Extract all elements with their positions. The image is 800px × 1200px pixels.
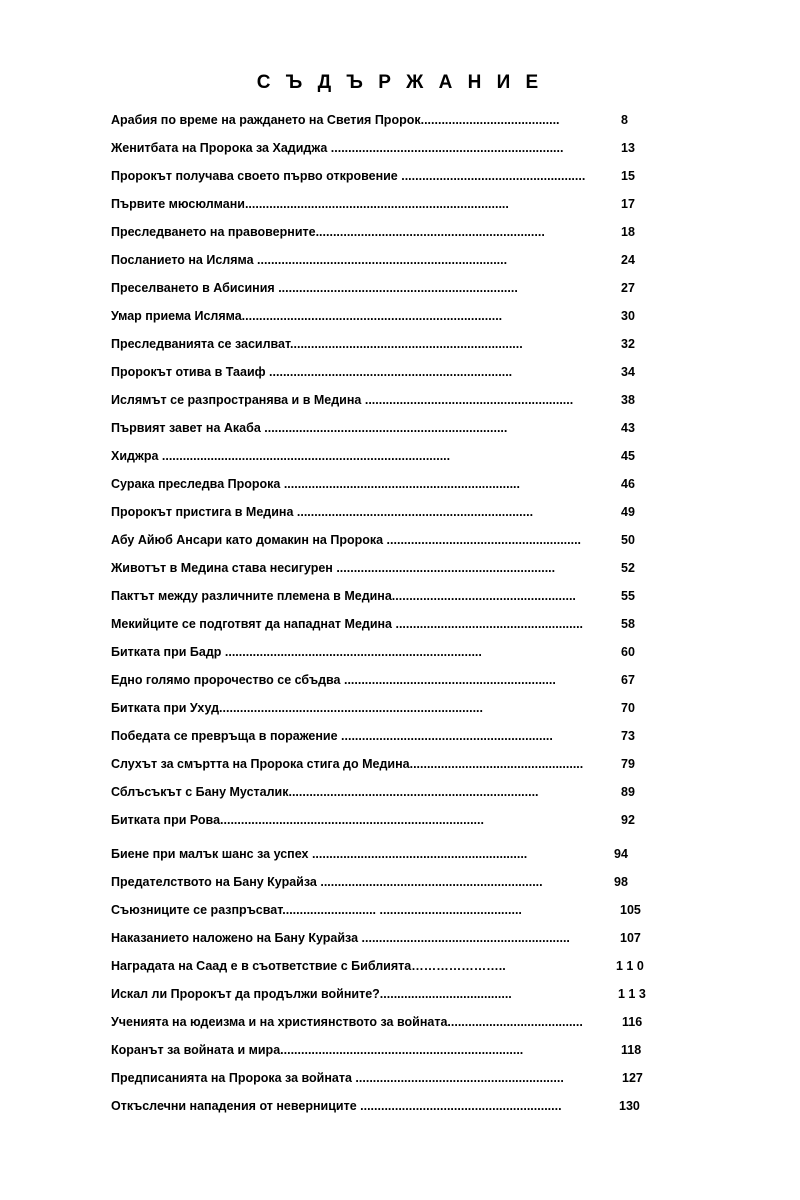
toc-leader-dots: …………………..: [411, 959, 506, 973]
toc-page-number: 118: [621, 1043, 642, 1057]
toc-entry: [111, 474, 520, 494]
toc-entry: [111, 1040, 523, 1060]
toc-leader-dots: ......................................................................: [260, 421, 508, 435]
toc-leader-dots: ...................................................................: [290, 337, 523, 351]
toc-entry: [111, 1068, 564, 1088]
toc-leader-dots: ..................................................................: [315, 225, 545, 239]
toc-page-number: 127: [622, 1071, 643, 1085]
toc-entry-title: Пактът между различните племена в Медина.: [111, 589, 396, 603]
toc-entry: [111, 810, 484, 830]
toc-entry-title: Наградата на Саад е в съответствие с Библията: [111, 959, 412, 973]
toc-entry-title: Ислямът се разпространява и в Медина: [111, 393, 362, 407]
toc-entry-title: Животът в Медина става несигурен: [111, 561, 333, 575]
toc-leader-dots: ........................... .........................................: [282, 903, 522, 917]
toc-entry-title: Умар приема Исляма: [111, 309, 242, 323]
toc-entry: [111, 956, 506, 976]
toc-page-number: 98: [614, 875, 628, 889]
toc-page-number: 58: [621, 617, 635, 631]
toc-page-number: 50: [621, 533, 635, 547]
toc-leader-dots: ...............................................................: [332, 561, 556, 575]
toc-leader-dots: ...........................................................................: [241, 309, 503, 323]
toc-page-number: 38: [621, 393, 635, 407]
toc-entry: [111, 222, 545, 242]
toc-leader-dots: ............................................................: [351, 1071, 564, 1085]
toc-entry: [111, 872, 543, 892]
toc-entry-title: Биене при малък шанс за успех: [111, 847, 309, 861]
toc-leader-dots: ...................................................................: [327, 141, 564, 155]
toc-entry-title: Арабия по време на раждането на Светия Пророк: [111, 113, 421, 127]
toc-leader-dots: .....................................................: [397, 169, 586, 183]
toc-page-number: 8: [621, 113, 628, 127]
toc-leader-dots: ........................................: [420, 113, 560, 127]
toc-leader-dots: ........................................................................: [253, 253, 508, 267]
toc-page-number: 17: [621, 197, 635, 211]
toc-entry-title: Абу Айюб Ансари като домакин на Пророка: [111, 533, 384, 547]
toc-leader-dots: ........................................................: [383, 533, 582, 547]
toc-entry-title: Посланието на Исляма: [111, 253, 254, 267]
toc-entry: [111, 782, 539, 802]
toc-entry: [111, 726, 553, 746]
toc-page-number: 34: [621, 365, 635, 379]
toc-entry-title: Съюзниците се разпръсват: [111, 903, 283, 917]
toc-entry-title: Преследванията се засилват: [111, 337, 291, 351]
toc-leader-dots: ............................................................................: [244, 197, 509, 211]
toc-entry: [111, 166, 585, 186]
toc-page-number: 13: [621, 141, 635, 155]
toc-entry-title: Победата се превръща в поражение: [111, 729, 338, 743]
toc-page-number: 32: [621, 337, 635, 351]
toc-entry: [111, 1012, 583, 1032]
toc-entry-title: Коранът за войната и мира: [111, 1043, 281, 1057]
toc-entry: [111, 502, 533, 522]
toc-leader-dots: ....................................................................: [293, 505, 534, 519]
toc-entry-title: Битката при Ухуд: [111, 701, 220, 715]
toc-entry: [111, 1096, 562, 1116]
toc-entry-title: Предписанията на Пророка за войната: [111, 1071, 352, 1085]
toc-page-number: 1 1 0: [616, 959, 644, 973]
toc-entry: [111, 698, 483, 718]
toc-entry: [111, 844, 527, 864]
toc-leader-dots: ......................................................................: [280, 1043, 524, 1057]
toc-entry: [111, 418, 507, 438]
toc-entry: [111, 278, 518, 298]
toc-entry-title: Преселването в Абисиния: [111, 281, 275, 295]
toc-page-number: 107: [620, 931, 641, 945]
toc-entry: [111, 530, 581, 550]
toc-leader-dots: ....................................................................: [280, 477, 520, 491]
toc-page-number: 130: [619, 1099, 640, 1113]
toc-page-number: 49: [621, 505, 635, 519]
toc-entry-title: Пророкът отива в Тааиф: [111, 365, 266, 379]
toc-entry-title: Сблъсъкът с Бану Мусталик: [111, 785, 289, 799]
toc-leader-dots: .....................................................................: [274, 281, 518, 295]
toc-leader-dots: ............................................................: [358, 931, 570, 945]
toc-page-number: 30: [621, 309, 635, 323]
toc-leader-dots: ........................................................................: [288, 785, 539, 799]
toc-entry: [111, 984, 512, 1004]
toc-entry: [111, 138, 563, 158]
toc-page-number: 46: [621, 477, 635, 491]
toc-page-number: 1 1 3: [618, 987, 646, 1001]
toc-page-number: 43: [621, 421, 635, 435]
toc-page-number: 15: [621, 169, 635, 183]
toc-entry: [111, 754, 583, 774]
toc-entry-title: Наказанието наложено на Бану Курайза: [111, 931, 359, 945]
toc-leader-dots: .............................................................: [340, 673, 556, 687]
toc-page-number: 92: [621, 813, 635, 827]
toc-leader-dots: ...................................................................................: [158, 449, 451, 463]
toc-entry: [111, 306, 502, 326]
toc-page-number: 52: [621, 561, 635, 575]
toc-leader-dots: ..........................................................................: [221, 645, 482, 659]
toc-entry: [111, 614, 583, 634]
toc-entry: [111, 586, 576, 606]
toc-leader-dots: ............................................................................: [219, 701, 483, 715]
toc-page-number: 60: [621, 645, 635, 659]
toc-entry-title: Първите мюсюлмани: [111, 197, 245, 211]
toc-entry-title: Едно голямо пророчество се сбъдва: [111, 673, 341, 687]
toc-leader-dots: ....................................................: [395, 589, 576, 603]
toc-entry-title: Пророкът пристига в Медина: [111, 505, 294, 519]
toc-entry-title: Битката при Бадр: [111, 645, 222, 659]
toc-page-number: 73: [621, 729, 635, 743]
toc-entry: [111, 110, 560, 130]
toc-page-number: 70: [621, 701, 635, 715]
toc-entry-title: Първият завет на Акаба: [111, 421, 261, 435]
toc-leader-dots: ..........................................................: [356, 1099, 562, 1113]
toc-entry: [111, 928, 570, 948]
toc-leader-dots: .............................................................: [337, 729, 553, 743]
toc-entry: [111, 334, 523, 354]
toc-entry-title: Женитбата на Пророка за Хадиджа: [111, 141, 328, 155]
toc-leader-dots: ..............................................................: [308, 847, 528, 861]
toc-entry: [111, 194, 509, 214]
toc-page-number: 27: [621, 281, 635, 295]
toc-page-number: 94: [614, 847, 628, 861]
toc-page-number: 24: [621, 253, 635, 267]
toc-entry-title: Пророкът получава своето първо откровение: [111, 169, 398, 183]
toc-entry-title: Мекийците се подготвят да нападнат Медина: [111, 617, 393, 631]
toc-entry-title: Сурака преследва Пророка: [111, 477, 281, 491]
toc-page-number: 79: [621, 757, 635, 771]
toc-leader-dots: ..................................................: [409, 757, 584, 771]
toc-leader-dots: .......................................: [447, 1015, 583, 1029]
page-title: С Ъ Д Ъ Р Ж А Н И Е: [256, 72, 544, 93]
toc-entry: [111, 558, 555, 578]
toc-page-number: 18: [621, 225, 635, 239]
toc-leader-dots: ......................................................................: [265, 365, 513, 379]
toc-entry-title: Преследването на правоверните: [111, 225, 316, 239]
toc-leader-dots: ................................................................: [316, 875, 543, 889]
toc-entry-title: Хиджра: [111, 449, 159, 463]
toc-entry: [111, 362, 512, 382]
toc-entry-title: Предателството на Бану Курайза: [111, 875, 317, 889]
toc-entry: [111, 446, 450, 466]
toc-entry-title: Искал ли Пророкът да продължи войните?: [111, 987, 380, 1001]
toc-page-number: 116: [622, 1015, 643, 1029]
toc-entry-title: Откъслечни нападения от неверниците: [111, 1099, 357, 1113]
toc-page-number: 89: [621, 785, 635, 799]
toc-entry: [111, 900, 522, 920]
toc-leader-dots: ......................................: [379, 987, 512, 1001]
toc-entry: [111, 642, 482, 662]
toc-entry-title: Слухът за смъртта на Пророка стига до Медина: [111, 757, 410, 771]
toc-page-number: 55: [621, 589, 635, 603]
toc-leader-dots: ......................................................: [392, 617, 584, 631]
toc-leader-dots: ............................................................: [361, 393, 574, 407]
toc-entry: [111, 390, 573, 410]
toc-entry: [111, 670, 556, 690]
toc-page-number: 67: [621, 673, 635, 687]
toc-entry: [111, 250, 507, 270]
toc-page-number: 45: [621, 449, 635, 463]
toc-entry-title: Ученията на юдеизма и на християнството за войната: [111, 1015, 448, 1029]
toc-entry-title: Битката при Рова: [111, 813, 221, 827]
toc-leader-dots: ............................................................................: [220, 813, 484, 827]
toc-page-number: 105: [620, 903, 641, 917]
